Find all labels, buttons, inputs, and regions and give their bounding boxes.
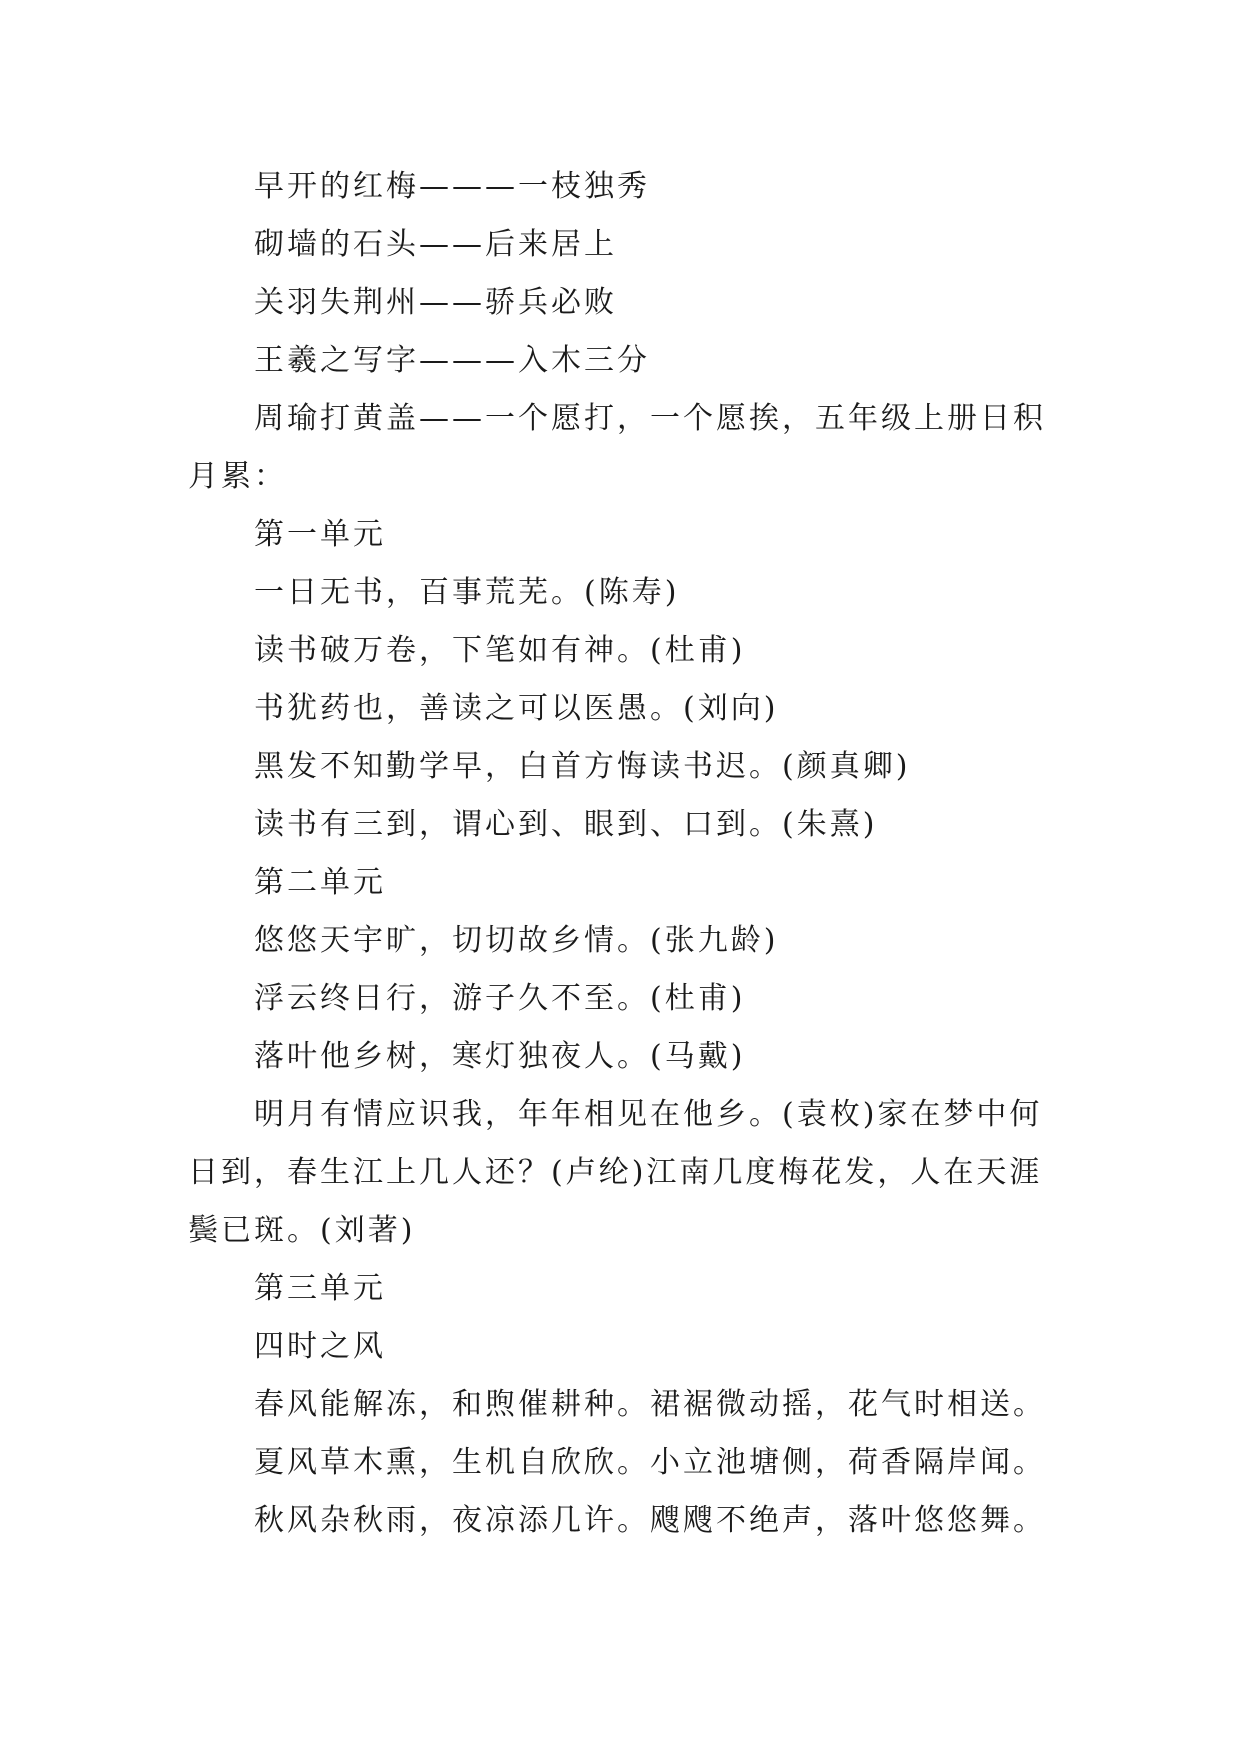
quote-line: 落叶他乡树，寒灯独夜人。(马戴) <box>254 1039 746 1074</box>
paragraph: 砌墙的石头——后来居上 <box>254 227 617 262</box>
paragraph: 周瑜打黄盖——一个愿打，一个愿挨，五年级上册日积月累： <box>188 401 1046 494</box>
quote-line: 黑发不知勤学早，白首方悔读书迟。(颜真卿) <box>254 749 911 784</box>
section-heading: 第二单元 <box>254 865 386 900</box>
paragraph: 关羽失荆州——骄兵必败 <box>254 285 617 320</box>
poem-line: 春风能解冻，和煦催耕种。裙裾微动摇，花气时相送。 <box>254 1387 1046 1422</box>
poem-line: 夏风草木熏，生机自欣欣。小立池塘侧，荷香隔岸闻。 <box>254 1445 1046 1480</box>
section-heading: 第一单元 <box>254 517 386 552</box>
paragraph: 早开的红梅———一枝独秀 <box>254 169 650 204</box>
quote-line: 书犹药也，善读之可以医愚。(刘向) <box>254 691 779 726</box>
paragraph: 王羲之写字———入木三分 <box>254 343 650 378</box>
quote-line: 浮云终日行，游子久不至。(杜甫) <box>254 981 746 1016</box>
poem-title: 四时之风 <box>254 1329 386 1364</box>
document-body <box>188 158 1068 1550</box>
quote-paragraph: 明月有情应识我，年年相见在他乡。(袁枚)家在梦中何日到，春生江上几人还？(卢纶)江南几度梅花发，人在天涯鬓已斑。(刘著) <box>188 1097 1043 1248</box>
poem-line: 秋风杂秋雨，夜凉添几许。飕飕不绝声，落叶悠悠舞。 <box>254 1503 1046 1538</box>
quote-line: 一日无书，百事荒芜。(陈寿) <box>254 575 680 610</box>
section-heading: 第三单元 <box>254 1271 386 1306</box>
quote-line: 读书破万卷，下笔如有神。(杜甫) <box>254 633 746 668</box>
quote-line: 读书有三到，谓心到、眼到、口到。(朱熹) <box>254 807 878 842</box>
quote-line: 悠悠天宇旷，切切故乡情。(张九龄) <box>254 923 779 958</box>
